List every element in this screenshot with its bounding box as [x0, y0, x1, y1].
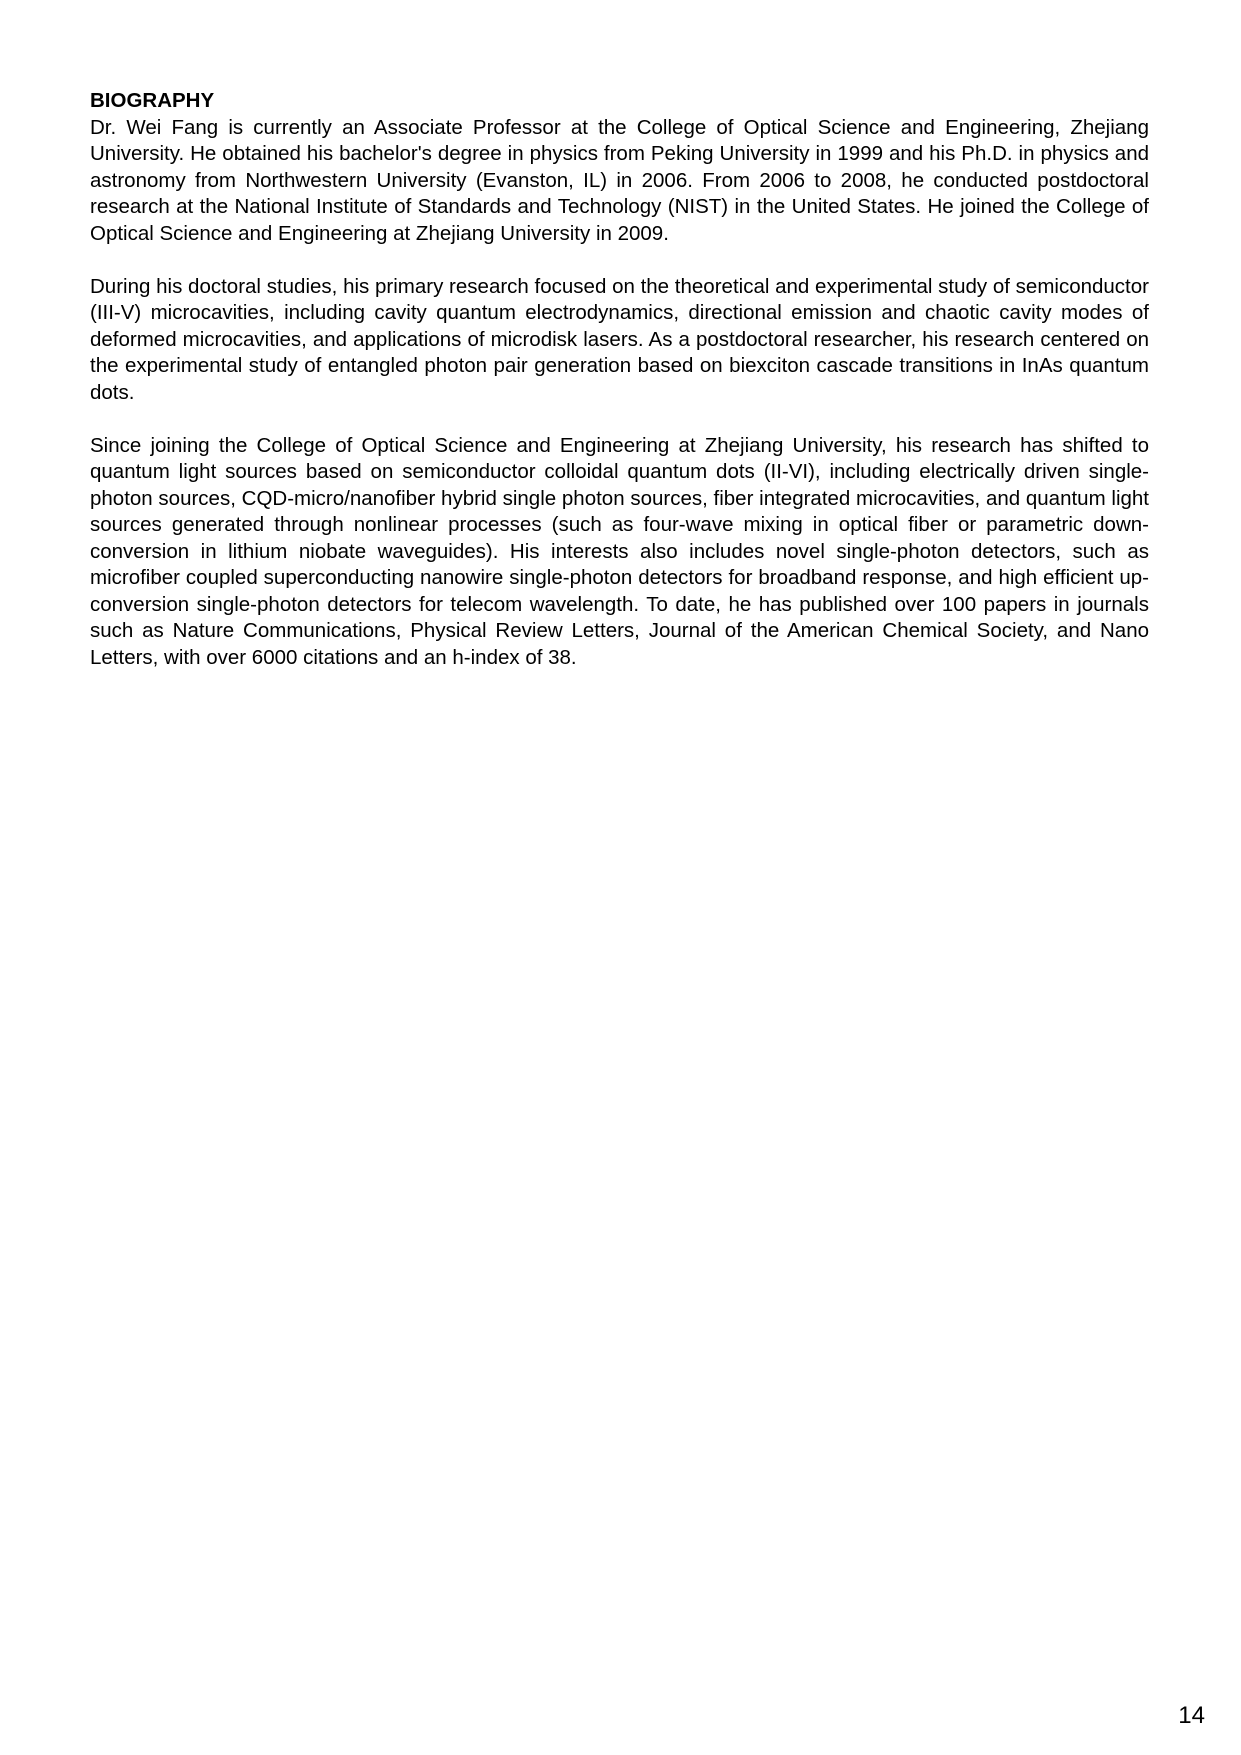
biography-paragraph-2: During his doctoral studies, his primary research focused on the theoretical and experimental study of semiconductor (III-V) microcavities, including cavity quantum electrodynamics, directional emission and chaotic cavity modes of deformed microcavities, and applications of microdisk lasers. As a postdoctoral researcher, his research centered on the experimental study of entangled photon pair generation based on biexciton cascade transitions in InAs quantum dots. [90, 274, 1149, 404]
section-heading: BIOGRAPHY [90, 89, 215, 112]
biography-paragraph-3: Since joining the College of Optical Science and Engineering at Zhejiang University, his research has shifted to quantum light sources based on semiconductor colloidal quantum dots (II-VI), including electrically driven single-photon sources, CQD-micro/nanofiber hybrid single photon sources, fiber integrated microcavities, and quantum light sources generated through nonlinear processes (such as four-wave mixing in optical fiber or parametric down-conversion in lithium niobate waveguides). His interests also includes novel single-photon detectors, such as microfiber coupled superconducting nanowire single-photon detectors for broadband response, and high efficient up-conversion single-photon detectors for telecom wavelength. To date, he has published over 100 papers in journals such as Nature Communications, Physical Review Letters, Journal of the American Chemical Society, and Nano Letters, with over 6000 citations and an h-index of 38. [90, 433, 1149, 669]
page-number: 14 [1178, 1702, 1205, 1729]
biography-paragraph-1: Dr. Wei Fang is currently an Associate Professor at the College of Optical Science and Engineering, Zhejiang University. He obtained his bachelor's degree in physics from Peking University in 1999 and his Ph.D. in physics and astronomy from Northwestern University (Evanston, IL) in 2006. From 2006 to 2008, he conducted postdoctoral research at the National Institute of Standards and Technology (NIST) in the United States. He joined the College of Optical Science and Engineering at Zhejiang University in 2009. [90, 115, 1149, 245]
document-page [90, 88, 1149, 698]
